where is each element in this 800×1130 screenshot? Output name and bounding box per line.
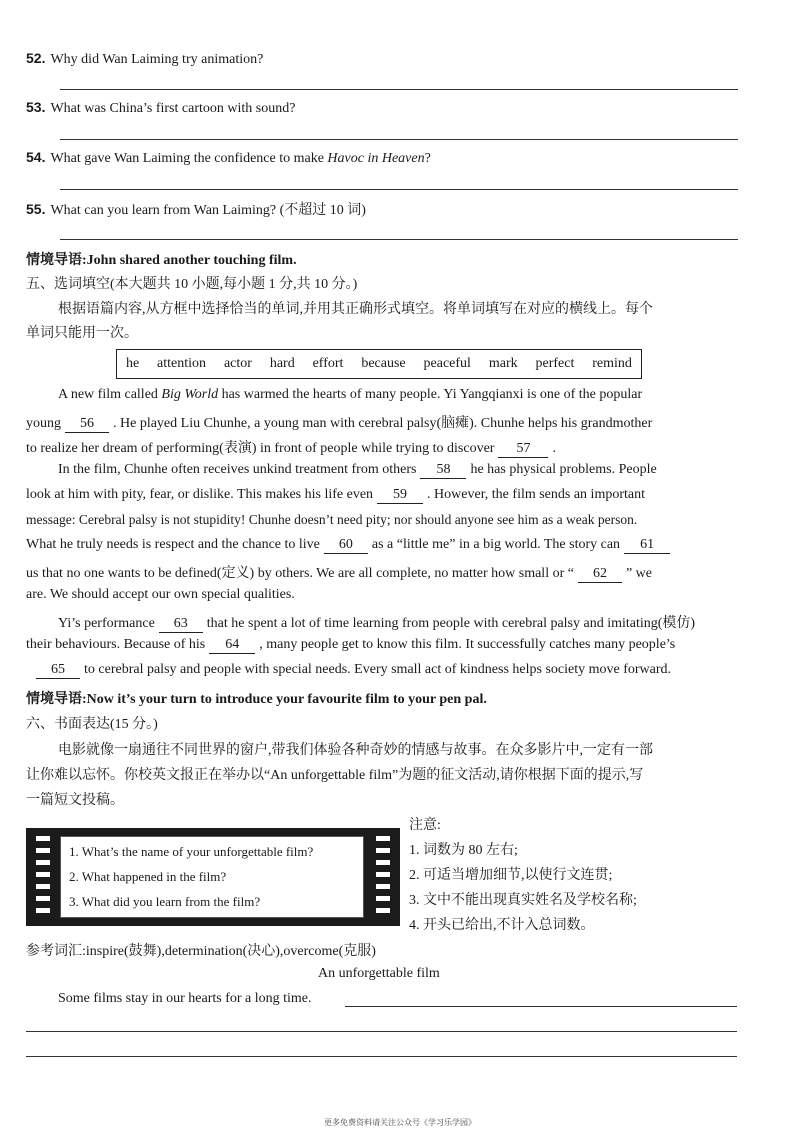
- prompt-item: 2. What happened in the film?: [69, 869, 227, 884]
- passage-text: In the film, Chunhe often receives unkind treatment from others: [58, 462, 417, 477]
- note-item: 3. 文中不能出现真实姓名及学校名称;: [409, 893, 637, 908]
- note-item: 1. 词数为 80 左右;: [409, 843, 518, 858]
- passage-text: , many people get to know this film. It successfully catches many people’s: [259, 637, 676, 652]
- passage-text: their behaviours. Because of his: [26, 637, 206, 652]
- passage-text: . He played Liu Chunhe, a young man with cerebral palsy(脑瘫). Chunhe helps his grandmother: [113, 416, 653, 431]
- section5-instructions-line1: 根据语篇内容,从方框中选择恰当的单词,并用其正确形式填空。将单词填写在对应的横线上。每个: [58, 302, 653, 317]
- passage-text: look at him with pity, fear, or dislike. This makes his life even: [26, 487, 374, 502]
- passage-text: Yi’s performance: [58, 616, 155, 631]
- writing-line[interactable]: [26, 1031, 737, 1032]
- question-54: [26, 149, 431, 167]
- film-perforation: [376, 896, 390, 901]
- passage-text: . However, the film sends an important: [427, 487, 645, 502]
- passage-text: as a “little me” in a big world. The story can: [371, 537, 621, 552]
- passage-line: [26, 562, 652, 583]
- note-item: 2. 可适当增加细节,以使行文连贯;: [409, 868, 613, 883]
- film-perforation: [36, 872, 50, 877]
- film-perforation: [376, 860, 390, 865]
- reference-vocabulary: 参考词汇:inspire(鼓舞),determination(决心),overcome(克服): [26, 944, 376, 959]
- word-option: perfect: [535, 356, 575, 371]
- word-bank: [116, 349, 642, 379]
- blank-63[interactable]: 63: [159, 616, 203, 633]
- film-perforation: [36, 908, 50, 913]
- film-perforation: [376, 848, 390, 853]
- question-text: What can you learn from Wan Laiming? (不超过 10 词): [50, 203, 366, 218]
- passage-line: [58, 462, 657, 479]
- blank-60[interactable]: 60: [324, 537, 368, 554]
- section6-heading: 六、书面表达(15 分。): [26, 717, 158, 732]
- prompt-list: [60, 836, 364, 918]
- passage-text: to cerebral palsy and people with special needs. Every small act of kindness helps society move forward.: [84, 662, 672, 677]
- blank-65[interactable]: 65: [36, 662, 80, 679]
- blank-62[interactable]: 62: [578, 566, 622, 583]
- question-53: [26, 99, 295, 117]
- passage-line: [26, 437, 556, 458]
- footer-note: 更多免费资料请关注公众号《学习乐学园》: [324, 1118, 476, 1127]
- passage-line: [26, 487, 645, 504]
- question-number: 54.: [26, 149, 46, 165]
- blank-61[interactable]: 61: [624, 537, 670, 554]
- passage-line: [26, 537, 674, 554]
- section6-context: 情境导语:Now it’s your turn to introduce your favourite film to your pen pal.: [26, 692, 487, 707]
- section6-intro-line1: 电影就像一扇通往不同世界的窗户,带我们体验各种奇妙的情感与故事。在众多影片中,一定有一部: [58, 743, 653, 758]
- word-option: actor: [223, 356, 252, 371]
- passage-text: has warmed the hearts of many people. Yi Yangqianxi is one of the popular: [218, 387, 643, 402]
- passage-text: us that no one wants to be defined(定义) by others. We are all complete, no matter how small or “: [26, 566, 574, 581]
- passage-text: to realize her dream of performing(表演) in front of people while trying to discover: [26, 441, 495, 456]
- word-option: peaceful: [423, 356, 471, 371]
- note-item: 4. 开头已给出,不计入总词数。: [409, 918, 595, 933]
- section6-intro-line2: 让你难以忘怀。你校英文报正在举办以“An unforgettable film”为题的征文活动,请你根据下面的提示,写: [26, 768, 644, 783]
- question-number: 52.: [26, 50, 46, 66]
- film-perforation: [36, 884, 50, 889]
- essay-title: An unforgettable film: [318, 966, 440, 981]
- answer-line-53[interactable]: [60, 139, 738, 140]
- word-option: attention: [157, 356, 207, 371]
- film-title: Big World: [161, 387, 219, 402]
- film-perforation: [376, 836, 390, 841]
- essay-opening: Some films stay in our hearts for a long time.: [58, 991, 312, 1006]
- question-55: [26, 199, 366, 219]
- notes-title: 注意:: [409, 818, 441, 833]
- question-number: 53.: [26, 99, 46, 115]
- passage-line: [26, 637, 675, 654]
- passage-line: are. We should accept our own special qualities.: [26, 587, 295, 602]
- word-option: hard: [269, 356, 295, 371]
- question-text: What was China’s first cartoon with sound?: [50, 101, 296, 116]
- film-perforation: [376, 908, 390, 913]
- blank-64[interactable]: 64: [209, 637, 255, 654]
- film-perforation: [36, 848, 50, 853]
- question-text-end: ?: [424, 151, 431, 166]
- passage-text: that he spent a lot of time learning from people with cerebral palsy and imitating(模仿): [206, 616, 696, 631]
- question-number: 55.: [26, 201, 46, 217]
- passage-line: message: Cerebral palsy is not stupidity! Chunhe doesn’t need pity; nor should anyone see him as a weak person.: [26, 512, 638, 527]
- answer-line-55[interactable]: [60, 239, 738, 240]
- prompt-item: 1. What’s the name of your unforgettable film?: [69, 844, 314, 859]
- film-perforation: [376, 884, 390, 889]
- section6-intro-line3: 一篇短文投稿。: [26, 793, 124, 808]
- passage-text: ” we: [625, 566, 653, 581]
- passage-text: What he truly needs is respect and the chance to live: [26, 537, 320, 552]
- writing-line[interactable]: [345, 1006, 737, 1007]
- passage-text: he has physical problems. People: [470, 462, 657, 477]
- passage-line: [58, 612, 695, 633]
- section5-heading: 五、选词填空(本大题共 10 小题,每小题 1 分,共 10 分。): [26, 277, 358, 292]
- passage-line: [26, 412, 652, 433]
- word-option: because: [361, 356, 406, 371]
- word-option: remind: [592, 356, 632, 371]
- writing-line[interactable]: [26, 1056, 737, 1057]
- section5-instructions-line2: 单词只能用一次。: [26, 326, 138, 341]
- film-perforation: [36, 836, 50, 841]
- blank-56[interactable]: 56: [65, 416, 109, 433]
- passage-line: [58, 387, 642, 403]
- passage-text: .: [552, 441, 556, 456]
- word-option: effort: [312, 356, 344, 371]
- question-text: Why did Wan Laiming try animation?: [50, 52, 264, 67]
- prompt-item: 3. What did you learn from the film?: [69, 894, 261, 909]
- blank-57[interactable]: 57: [498, 441, 548, 458]
- film-title: Havoc in Heaven: [327, 151, 425, 166]
- blank-59[interactable]: 59: [377, 487, 423, 504]
- passage-text: young: [26, 416, 61, 431]
- word-option: he: [125, 356, 140, 371]
- passage-line: [26, 662, 671, 679]
- section5-context: 情境导语:John shared another touching film.: [26, 253, 297, 268]
- blank-58[interactable]: 58: [420, 462, 466, 479]
- film-perforation: [36, 860, 50, 865]
- question-52: [26, 50, 263, 68]
- film-perforation: [36, 896, 50, 901]
- answer-line-54[interactable]: [60, 189, 738, 190]
- word-option: mark: [488, 356, 518, 371]
- question-text: What gave Wan Laiming the confidence to make: [50, 151, 328, 166]
- film-strip-prompt-box: [26, 828, 400, 926]
- film-perforation: [376, 872, 390, 877]
- passage-text: A new film called: [58, 387, 162, 402]
- answer-line-52[interactable]: [60, 89, 738, 90]
